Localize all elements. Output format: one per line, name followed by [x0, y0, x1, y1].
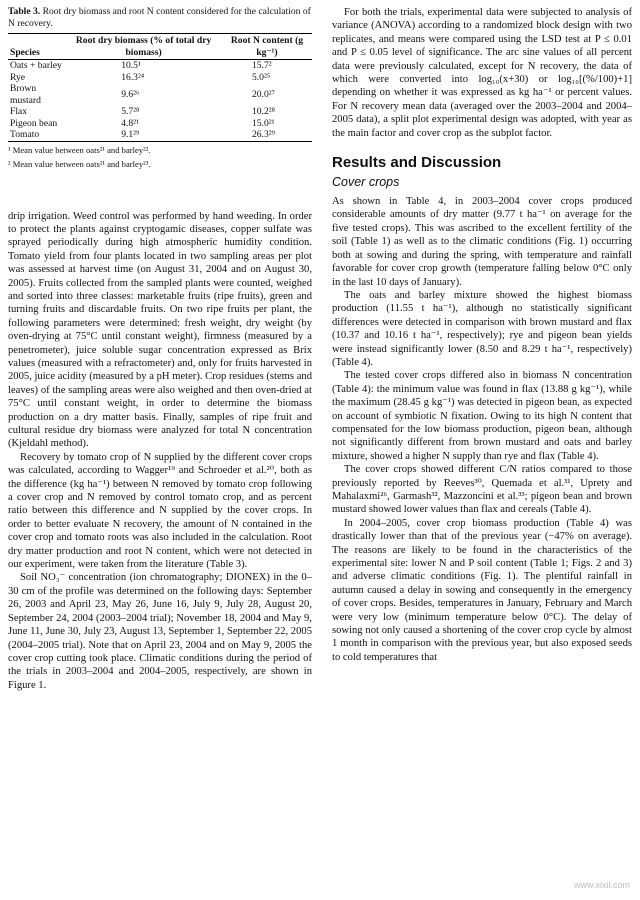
table-row	[8, 60, 312, 72]
table-cell: Oats + barley	[10, 60, 62, 71]
table-3-header-biomass: Root dry biomass (% of total dry biomass)	[75, 35, 212, 58]
table-row	[8, 129, 312, 141]
table-cell: 26.3²⁹	[251, 129, 275, 140]
table-cell: 9.6²⁶	[121, 88, 140, 100]
table-3-footnote-2: ² Mean value between oats²¹ and barley²³.	[8, 158, 151, 169]
table-3-caption	[8, 6, 312, 30]
table-cell: 5.7²⁸	[121, 106, 140, 117]
table-cell: 10.2²⁸	[251, 106, 275, 117]
table-row	[8, 83, 312, 106]
table-cell: 10.5¹	[121, 60, 141, 71]
left-column	[8, 0, 312, 692]
table-row	[8, 118, 312, 130]
body-paragraph: As shown in Table 4, in 2003–2004 cover crops produced considerable amounts of dry matter (9.77 t ha⁻¹ on average for the five tested crops). This was ascribed to the excellent fertility of the soil (Table 1) as well as to the climatic conditions (Fig. 1) occurring both at sowing and during the spring, with temperature and rainfall favorable for cover crop growth (temperature falling below 0°C only in the last 10 days of January).	[332, 196, 632, 288]
body-paragraph: The cover crops showed different C/N ratios compared to those previously reported by Reeves³⁰, Quemada et al.³¹, Uprety and Mahalaxmi²⁶, Garmash³², Mazzoncini et al.³³; pigeon bean and brown mustard showed lower values than flax and cereals (Table 4).	[332, 464, 632, 516]
table-cell: 15.0²¹	[251, 117, 275, 129]
table-cell: Flax	[10, 106, 28, 117]
table-3-caption-label: Table 3.	[8, 6, 41, 17]
table-3-header-species: Species	[10, 46, 40, 58]
table-cell: 16.3²⁴	[121, 71, 145, 83]
table-3-header-root-n: Root N content (g kg⁻¹)	[230, 35, 304, 58]
table-row	[8, 106, 312, 118]
body-paragraph: For both the trials, experimental data were subjected to analysis of variance (ANOVA) according to a randomized block design with two replicates, and means were compared using the LSD test at P ≤ 0.01 and P ≤ 0.05 level of significance. The arc sine values of all percent data were previously calculated, except for N recovery, the data of which were converted into log₁₀(x+30) or log₁₀[(%/100)+1] depending on whether it was expressed as kg ha⁻¹ or percent values. For N recovery mean data (averaged over the 2003–2004 and 2004–2005 data), a split plot experimental design was adopted, with year as the main factor and cover crop as the subplot factor.	[332, 7, 632, 139]
subsection-heading: Cover crops	[332, 175, 400, 190]
table-3-header-row	[8, 34, 312, 60]
table-row	[8, 72, 312, 84]
body-paragraph: The tested cover crops differed also in biomass N concentration (Table 4): the minimum value was found in flax (13.88 g kg⁻¹), while the maximum (28.45 g kg⁻¹) was detected in pigeon bean, as expected on account of symbiotic N fixation. Owing to its high N content that compensated for the low biomass production, pigeon bean, although not significantly different from brown mustard and oats and barley mixture, showed a higher N supply than rye and flax (Table 4).	[332, 370, 632, 462]
body-paragraph: The oats and barley mixture showed the highest biomass production (11.55 t ha⁻¹), although no statistically significant differences were detected in comparison with brown mustard and flax (10.37 and 10.16 t ha⁻¹, respectively); rye and pigeon bean yields were instead significantly lower (8.50 and 8.29 t ha⁻¹, respectively) (Table 4).	[332, 289, 632, 368]
table-cell: 15.7²	[251, 60, 272, 71]
table-cell: Pigeon bean	[10, 117, 58, 129]
table-cell: 20.0²⁷	[251, 88, 275, 100]
body-paragraph: drip irrigation. Weed control was performed by hand weeding. In order to protect the plants against cryptogamic diseases, copper sulfate was sprayed periodically during high atmospheric humidity condition. Tomato yield from four plants located in two sampling areas per plot was assessed at harvest time (on August 31, 2004 and on August 30, 2005). Fruits collected from the sampled plants were counted, weighed and sorted into three classes: marketable fruits (ripe fruits), green and turning fruits and discardable fruits. On two ripe fruits per plant, the following parameters were determined: fresh weight, dry weight (by oven-drying at 75°C until constant weight), firmness (measured by a penetrometer), juice soluble sugar concentration expressed as Brix values (measured with a refractometer) and, only for fruits harvested in 2005, juice acidity (measured by a pH meter). Crop residues (stems and leaves) of the sampling areas were also weighed and then oven-dried at 75°C until constant weight, in order to determine the biomass production on a dry matter basis. Finally, samples of ripe fruit and cultural residue dry biomass were analyzed for total N concentration (Kjeldahl method).	[8, 210, 312, 450]
table-cell: Brown mustard	[10, 83, 41, 106]
right-column	[332, 0, 632, 664]
table-cell: 5.0²⁵	[251, 71, 271, 83]
table-cell: Rye	[10, 71, 26, 83]
table-3-caption-text: Root dry biomass and root N content considered for the calculation of N recovery.	[8, 6, 311, 29]
table-cell: 4.8²¹	[121, 117, 139, 129]
table-cell: Tomato	[10, 129, 40, 140]
body-paragraph: In 2004–2005, cover crop biomass production (Table 4) was drastically lower than that of the previous year (−47% on average). The reasons are likely to be found in the characteristics of the experimental site: lower N and P soil content (Table 1; Figs. 2 and 3) and adverse climatic conditions (Fig. 1). The plentiful rainfall in autumn caused a delay in sowing and consequently in the emergency of cover crops. Besides, temperatures in January, February and March were very low (minimum temperature below 0°C). The delay of sowing not only caused a shortening of the cover crop cycle by almost 1 month in comparison with the previous year, but also exposed seeds to cold temperatures that	[332, 517, 632, 663]
section-heading: Results and Discussion	[332, 154, 502, 172]
watermark: www.xixil.com	[573, 880, 630, 890]
table-3	[8, 33, 312, 142]
body-paragraph: Recovery by tomato crop of N supplied by the different cover crops was calculated, according to Wagger¹⁹ and Schroeder et al.²⁰, both as the difference (kg ha⁻¹) between N removed by tomato crop following a cover crop and N removed by control tomato crop, and as percent ratio between this difference and N supplied by the cover crops. In order to better evaluate N recovery, the amount of N contained in the cover crop and tomato roots was also included in the calculation. Root dry matter production and root N content, which were not detected in our experiment, were taken from the literature (Table 3).	[8, 451, 312, 571]
table-cell: 9.1²⁹	[121, 129, 140, 140]
body-paragraph: Soil NO₃⁻ concentration (ion chromatography; DIONEX) in the 0–30 cm of the profile was determined on the following days: September 26, 2003 and April 23, May 26, June 16, July 9, July 28, August 20, September 24, 2004 (2003–2004 trial); November 18, 2004 and May 9, June 11, June 30, July 23, August 13, September 1, September 22, 2005 (2004–2005 trial). Note that on April 23, 2004 and on May 9, 2005 the cover crop cutting took place. Climatic conditions during the period of the trials in 2003–2004 and 2004–2005, respectively, are shown in Figure 1.	[8, 572, 312, 691]
table-3-footnote-1: ¹ Mean value between oats²¹ and barley²².	[8, 144, 151, 155]
